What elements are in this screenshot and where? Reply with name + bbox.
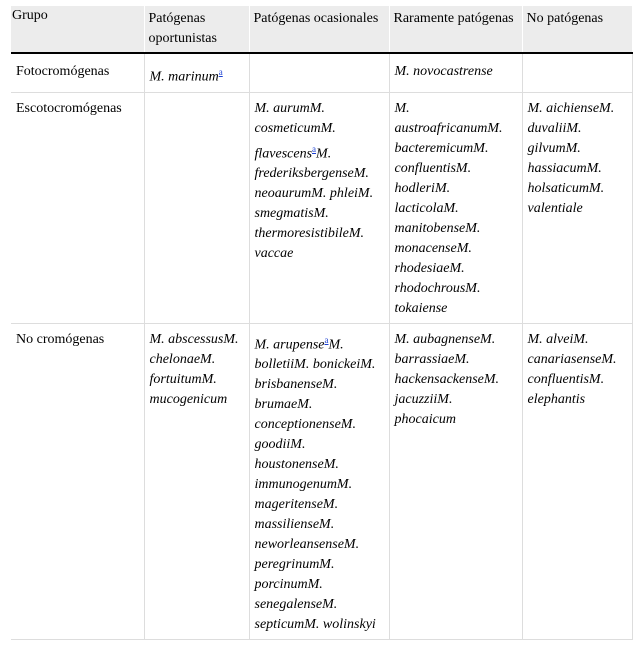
header-grupo: Grupo — [11, 6, 144, 53]
table-row-no-cromogenas — [11, 323, 632, 640]
table-row-escotocromogenas — [11, 92, 632, 323]
cell-grupo: Escotocromógenas — [11, 92, 144, 323]
cell-raramente: M. novocastrense — [389, 53, 522, 92]
species-text: M. aurumM. cosmeticumM. flavescens — [254, 100, 336, 162]
footnote-link[interactable]: a — [312, 143, 317, 154]
cell-grupo: Fotocromógenas — [11, 53, 144, 92]
cell-no-patogenas: M. aichienseM. duvaliiM. gilvumM. hassiacumM. holsaticumM. valentiale — [522, 92, 632, 323]
mycobacteria-classification-table — [11, 6, 633, 640]
cell-ocasionales — [249, 92, 389, 323]
cell-no-patogenas — [522, 53, 632, 92]
footnote-link[interactable]: a — [324, 334, 329, 345]
footnote-link[interactable]: a — [218, 67, 223, 77]
cell-no-patogenas: M. alveiM. canariasenseM. confluentisM. elephantis — [522, 323, 632, 640]
cell-ocasionales — [249, 323, 389, 640]
cell-oportunistas — [144, 53, 249, 92]
species-text: M. arupense — [254, 337, 325, 353]
species-text: M. frederiksbergenseM. neoaurumM. phleiM. smegmatisM. thermoresistibileM. vaccae — [254, 146, 374, 262]
cell-grupo: No cromógenas — [11, 323, 144, 640]
header-oportunistas: Patógenas oportunistas — [144, 6, 249, 53]
header-ocasionales: Patógenas ocasionales — [249, 6, 389, 53]
cell-oportunistas: M. abscessusM. chelonaeM. fortuitumM. mucogenicum — [144, 323, 249, 640]
cell-raramente: M. austroafricanumM. bacteremicumM. confluentisM. hodleriM. lacticolaM. manitobenseM. monacenseM. rhodesiaeM. rhodochrousM. tokaiense — [389, 92, 522, 323]
species-text: M. bolletiiM. bonickeiM. brisbanenseM. brumaeM. conceptionenseM. goodiiM. houstonenseM. immunogenumM. mageritenseM. massilienseM. neworleansenseM. peregrinumM. porcinumM. senegalenseM. septicumM. wolinskyi — [254, 337, 376, 633]
species-text: M. marinum — [149, 69, 219, 85]
cell-oportunistas — [144, 92, 249, 323]
table-row-fotocromogenas — [11, 53, 632, 92]
header-no-patogenas: No patógenas — [522, 6, 632, 53]
header-raramente: Raramente patógenas — [389, 6, 522, 53]
cell-raramente: M. aubagnenseM. barrassiaeM. hackensackenseM. jacuzziiM. phocaicum — [389, 323, 522, 640]
header-row — [11, 6, 632, 53]
cell-ocasionales — [249, 53, 389, 92]
